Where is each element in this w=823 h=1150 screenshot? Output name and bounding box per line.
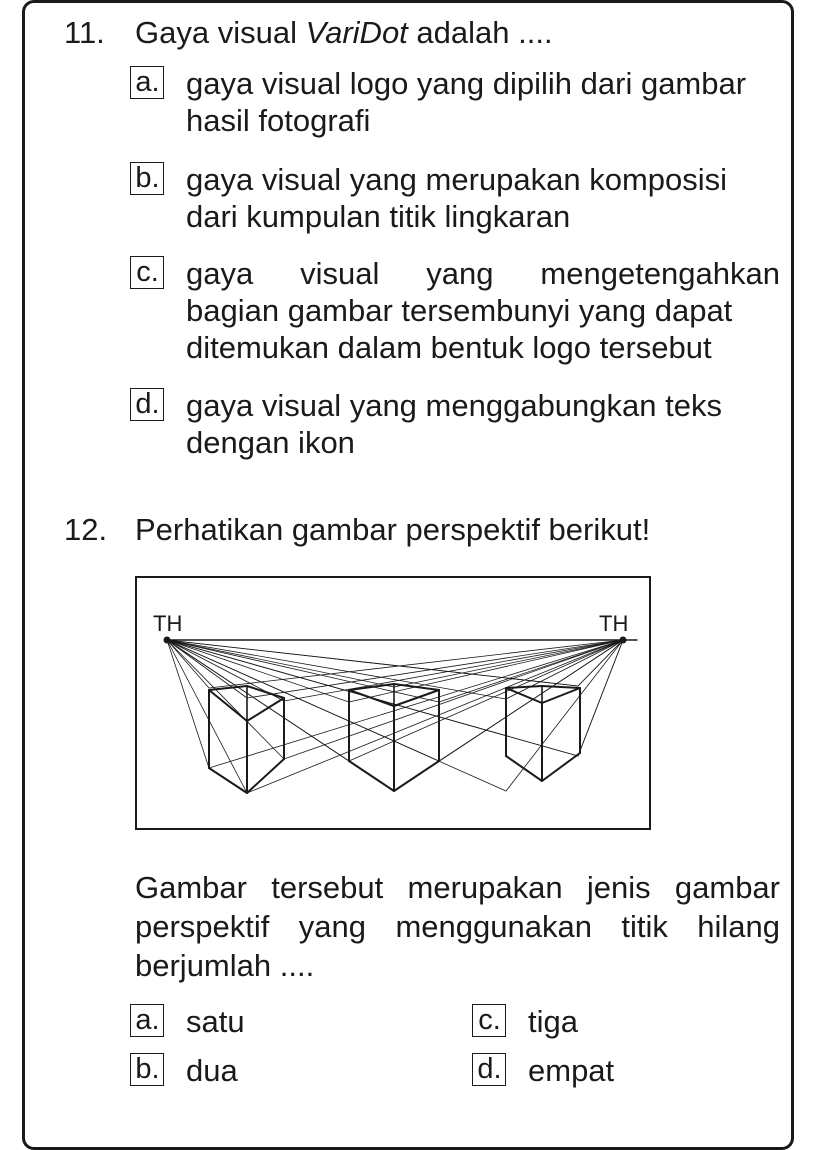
question-11-italic-term: VariDot [305, 15, 408, 50]
option-text: gaya visual logo yang dipilih dari gambar hasil fotografi [186, 66, 747, 138]
vanishing-point-right-label: TH [599, 611, 629, 636]
option-text: dua [186, 1053, 238, 1088]
option-text: gaya visual yang merupakan komposisi dari kumpulan titik lingkaran [186, 162, 728, 234]
construction-line [284, 640, 623, 759]
option-text: empat [528, 1053, 615, 1088]
construction-line [349, 640, 623, 761]
construction-line [209, 640, 623, 768]
question-12-prompt: Perhatikan gambar perspektif berikut! [135, 512, 651, 547]
box-edge [247, 686, 284, 698]
option-letter-box: c. [130, 256, 164, 289]
question-12-number: 12. [64, 512, 108, 547]
question-12-stem: Gambar tersebut merupakan jenis gambar perspektif yang menggunakan titik hilang berjumlah .... [135, 870, 780, 983]
construction-line [167, 640, 349, 761]
option-letter-box: d. [472, 1053, 506, 1086]
box-edge [542, 688, 580, 703]
construction-line [439, 640, 623, 702]
box-edge [542, 686, 580, 688]
box-edge [209, 690, 247, 721]
box-edge [247, 759, 284, 793]
vanishing-point-dot [164, 637, 170, 643]
construction-line [167, 640, 439, 702]
box-edge [349, 761, 394, 791]
option-text: satu [186, 1004, 245, 1039]
box-edge [349, 690, 394, 706]
question-11-number: 11. [64, 15, 105, 50]
box-edge [506, 756, 542, 781]
construction-line [578, 640, 623, 756]
question-11-suffix: adalah .... [407, 15, 553, 50]
option-text: gaya visual yang mengetengahkan bagian gambar tersembunyi yang dapat ditemukan dalam bentuk logo tersebut [186, 256, 780, 365]
construction-line [167, 640, 506, 791]
box-edge [542, 753, 580, 781]
option-letter-box: b. [130, 1053, 164, 1086]
box-edge [394, 761, 439, 791]
box-edge [394, 684, 439, 690]
box-edge [209, 768, 247, 793]
box-edge [247, 698, 284, 721]
perspective-figure [135, 576, 651, 830]
option-text: tiga [528, 1004, 578, 1039]
vanishing-point-dot [620, 637, 626, 643]
option-text: gaya visual yang menggabungkan teks dengan ikon [186, 388, 722, 460]
option-letter-box: b. [130, 162, 164, 195]
option-letter-box: a. [130, 66, 164, 99]
option-letter-box: d. [130, 388, 164, 421]
construction-line [167, 640, 506, 699]
construction-line [167, 640, 284, 759]
construction-line [167, 640, 578, 686]
question-11-text [135, 16, 553, 50]
construction-line [167, 640, 209, 768]
construction-line [247, 640, 623, 793]
box-edge [506, 686, 542, 688]
perspective-drawing [137, 578, 649, 828]
question-11-prefix: Gaya visual [135, 15, 306, 50]
option-letter-box: c. [472, 1004, 506, 1037]
vanishing-point-left-label: TH [153, 611, 183, 636]
option-letter-box: a. [130, 1004, 164, 1037]
construction-line [167, 640, 247, 698]
